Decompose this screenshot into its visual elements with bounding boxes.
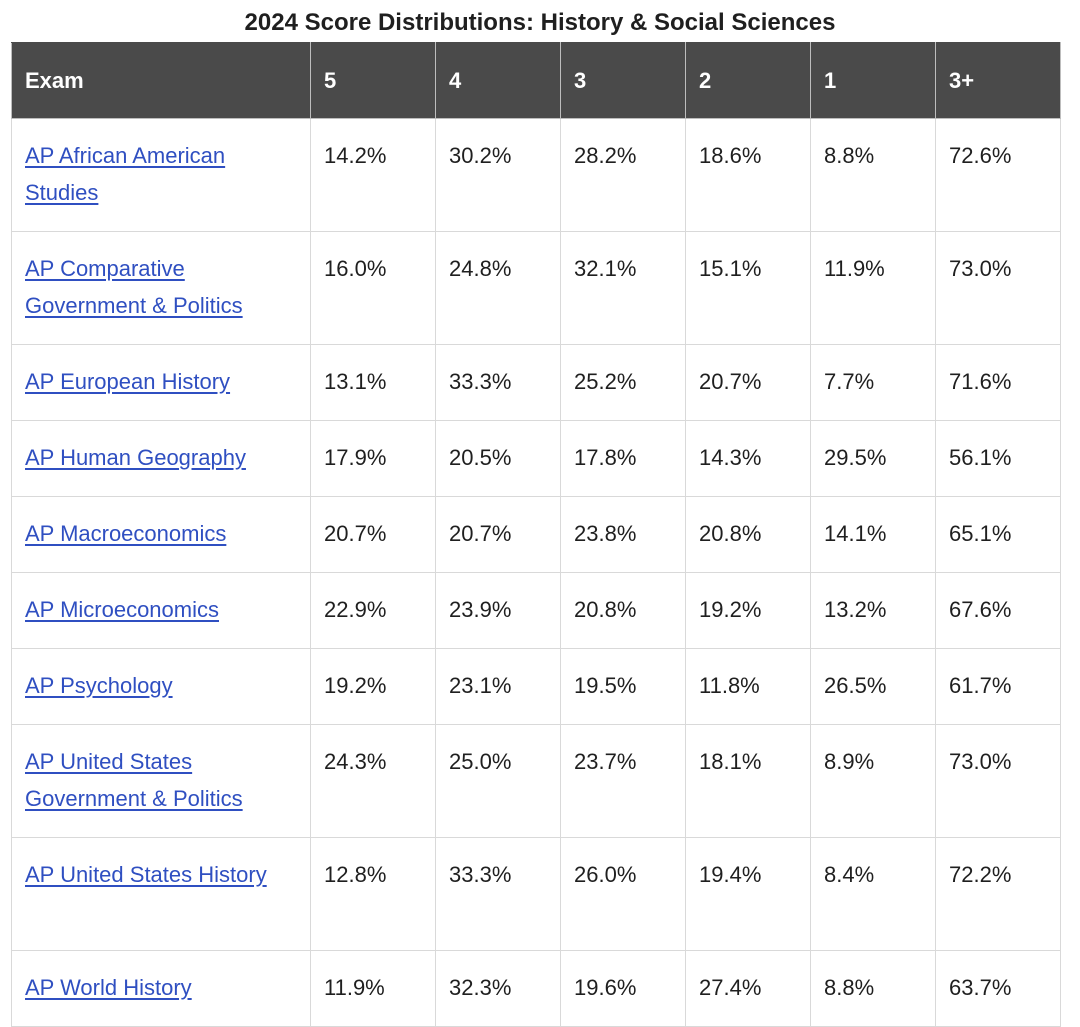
- score-2-cell: 20.7%: [686, 345, 811, 421]
- score-3-cell: 26.0%: [561, 838, 686, 951]
- score-2-cell: 18.1%: [686, 725, 811, 838]
- score-3-plus-cell: 73.0%: [936, 232, 1061, 345]
- exam-cell: [12, 497, 311, 573]
- score-5-cell: 12.8%: [311, 838, 436, 951]
- score-3-cell: 28.2%: [561, 119, 686, 232]
- table-row: [12, 838, 1061, 951]
- exam-link[interactable]: AP Macroeconomics: [25, 521, 227, 546]
- score-5-cell: 16.0%: [311, 232, 436, 345]
- table-row: [12, 649, 1061, 725]
- exam-cell: [12, 573, 311, 649]
- page-title: 2024 Score Distributions: History & Social Sciences: [244, 9, 836, 36]
- score-3-cell: 20.8%: [561, 573, 686, 649]
- exam-cell: [12, 725, 311, 838]
- score-2-cell: 19.4%: [686, 838, 811, 951]
- score-1-cell: 8.8%: [811, 951, 936, 1027]
- score-4-cell: 33.3%: [436, 345, 561, 421]
- score-3-plus-cell: 72.6%: [936, 119, 1061, 232]
- score-1-cell: 26.5%: [811, 649, 936, 725]
- score-1-cell: 8.8%: [811, 119, 936, 232]
- table-row: [12, 345, 1061, 421]
- column-header-score-1: 1: [811, 43, 936, 119]
- exam-link[interactable]: AP United States History: [25, 862, 267, 887]
- score-3-plus-cell: 72.2%: [936, 838, 1061, 951]
- score-4-cell: 33.3%: [436, 838, 561, 951]
- score-1-cell: 8.9%: [811, 725, 936, 838]
- column-header-exam: Exam: [12, 43, 311, 119]
- table-row: [12, 951, 1061, 1027]
- exam-link[interactable]: AP Comparative Government & Politics: [25, 256, 243, 318]
- exam-cell: [12, 951, 311, 1027]
- score-5-cell: 13.1%: [311, 345, 436, 421]
- score-1-cell: 13.2%: [811, 573, 936, 649]
- column-header-score-3-plus: 3+: [936, 43, 1061, 119]
- score-4-cell: 24.8%: [436, 232, 561, 345]
- score-distribution-table: [11, 42, 1061, 1027]
- exam-link[interactable]: AP World History: [25, 975, 192, 1000]
- score-2-cell: 14.3%: [686, 421, 811, 497]
- score-4-cell: 23.1%: [436, 649, 561, 725]
- score-3-plus-cell: 73.0%: [936, 725, 1061, 838]
- score-3-cell: 23.7%: [561, 725, 686, 838]
- exam-cell: [12, 421, 311, 497]
- score-2-cell: 19.2%: [686, 573, 811, 649]
- exam-cell: [12, 232, 311, 345]
- score-1-cell: 29.5%: [811, 421, 936, 497]
- score-3-plus-cell: 63.7%: [936, 951, 1061, 1027]
- exam-link[interactable]: AP Human Geography: [25, 445, 246, 470]
- exam-link[interactable]: AP African American Studies: [25, 143, 226, 205]
- score-5-cell: 20.7%: [311, 497, 436, 573]
- column-header-score-4: 4: [436, 43, 561, 119]
- table-row: [12, 497, 1061, 573]
- column-header-score-5: 5: [311, 43, 436, 119]
- score-3-cell: 19.5%: [561, 649, 686, 725]
- exam-link[interactable]: AP Microeconomics: [25, 597, 219, 622]
- exam-link[interactable]: AP European History: [25, 369, 231, 394]
- exam-cell: [12, 649, 311, 725]
- score-4-cell: 25.0%: [436, 725, 561, 838]
- score-5-cell: 22.9%: [311, 573, 436, 649]
- header-row: [12, 43, 1061, 119]
- score-2-cell: 15.1%: [686, 232, 811, 345]
- score-2-cell: 18.6%: [686, 119, 811, 232]
- score-4-cell: 32.3%: [436, 951, 561, 1027]
- score-3-cell: 25.2%: [561, 345, 686, 421]
- score-3-cell: 17.8%: [561, 421, 686, 497]
- score-1-cell: 7.7%: [811, 345, 936, 421]
- exam-link[interactable]: AP United States Government & Politics: [25, 749, 243, 811]
- score-2-cell: 27.4%: [686, 951, 811, 1027]
- score-4-cell: 30.2%: [436, 119, 561, 232]
- column-header-score-2: 2: [686, 43, 811, 119]
- score-3-plus-cell: 71.6%: [936, 345, 1061, 421]
- score-5-cell: 11.9%: [311, 951, 436, 1027]
- table-row: [12, 421, 1061, 497]
- score-1-cell: 14.1%: [811, 497, 936, 573]
- score-4-cell: 23.9%: [436, 573, 561, 649]
- score-4-cell: 20.5%: [436, 421, 561, 497]
- score-3-plus-cell: 56.1%: [936, 421, 1061, 497]
- score-3-cell: 23.8%: [561, 497, 686, 573]
- score-3-plus-cell: 65.1%: [936, 497, 1061, 573]
- exam-cell: [12, 345, 311, 421]
- score-3-plus-cell: 67.6%: [936, 573, 1061, 649]
- score-5-cell: 24.3%: [311, 725, 436, 838]
- table-row: [12, 573, 1061, 649]
- score-5-cell: 19.2%: [311, 649, 436, 725]
- column-header-score-3: 3: [561, 43, 686, 119]
- exam-cell: [12, 119, 311, 232]
- table-row: [12, 232, 1061, 345]
- table-row: [12, 725, 1061, 838]
- score-1-cell: 8.4%: [811, 838, 936, 951]
- score-5-cell: 14.2%: [311, 119, 436, 232]
- table-row: [12, 119, 1061, 232]
- score-5-cell: 17.9%: [311, 421, 436, 497]
- score-3-plus-cell: 61.7%: [936, 649, 1061, 725]
- score-4-cell: 20.7%: [436, 497, 561, 573]
- score-2-cell: 20.8%: [686, 497, 811, 573]
- exam-cell: [12, 838, 311, 951]
- score-3-cell: 32.1%: [561, 232, 686, 345]
- score-1-cell: 11.9%: [811, 232, 936, 345]
- exam-link[interactable]: AP Psychology: [25, 673, 173, 698]
- score-2-cell: 11.8%: [686, 649, 811, 725]
- score-3-cell: 19.6%: [561, 951, 686, 1027]
